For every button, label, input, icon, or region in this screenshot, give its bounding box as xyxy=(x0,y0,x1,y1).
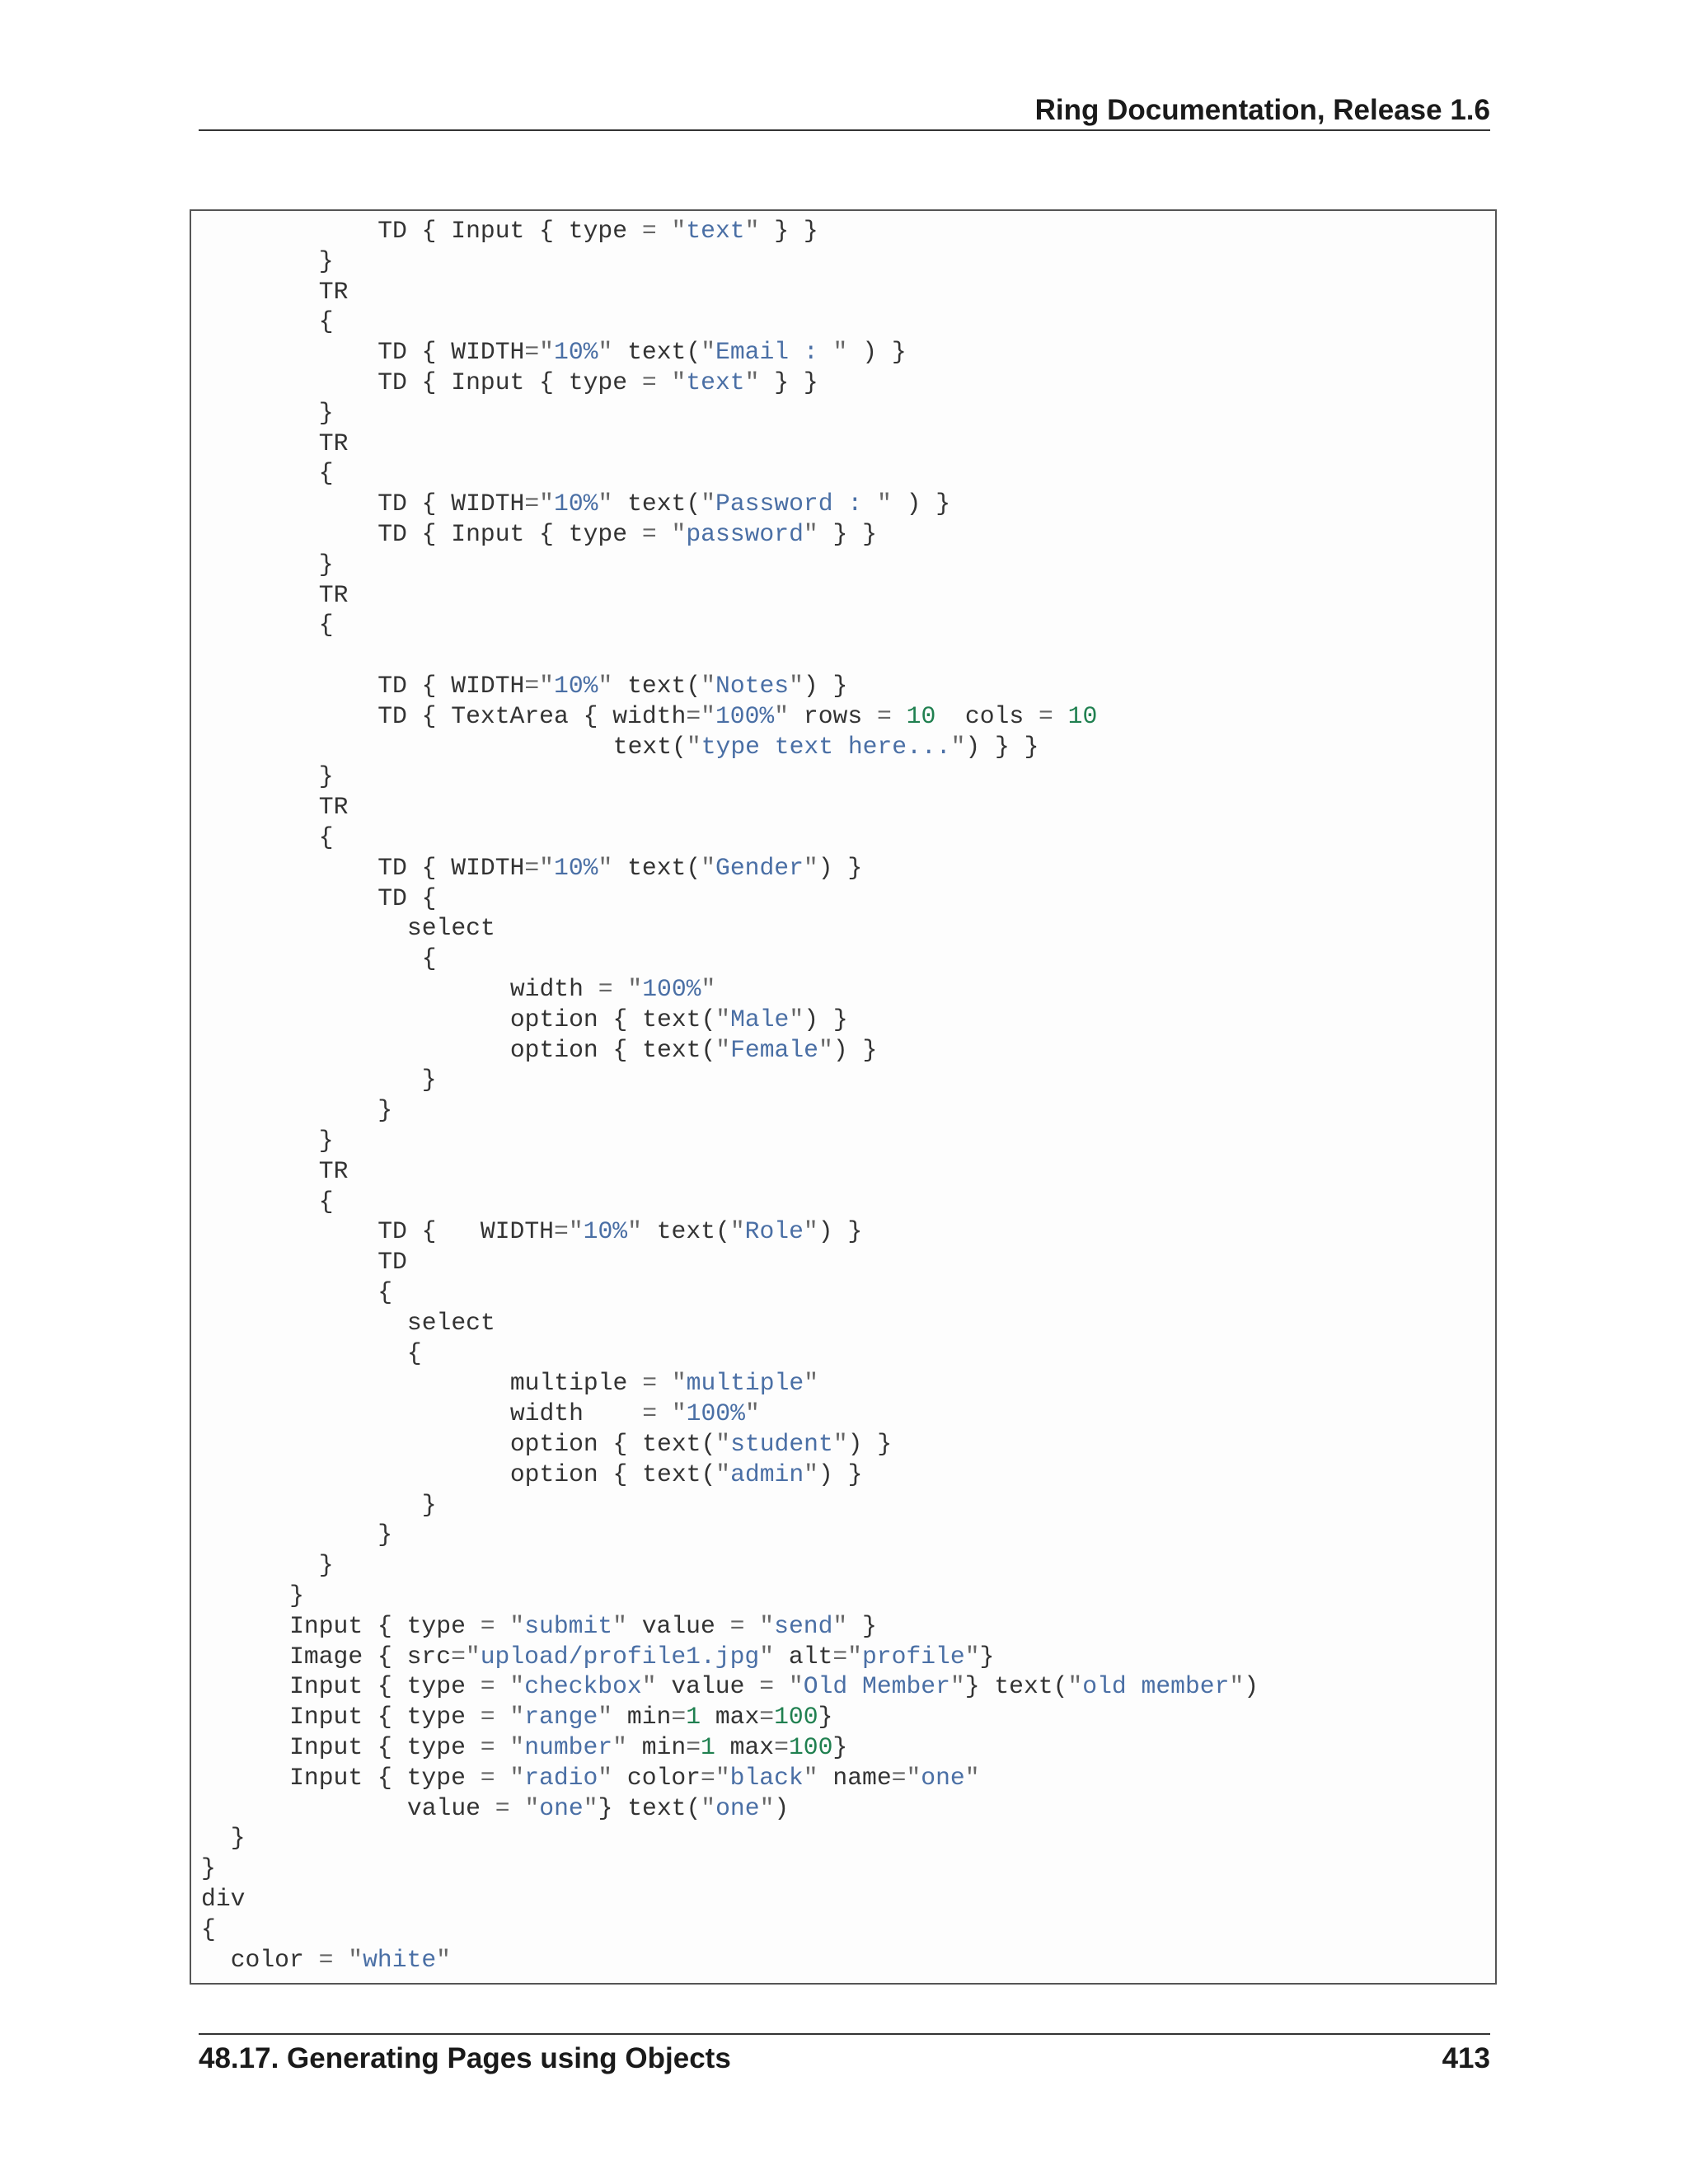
code-line: } xyxy=(318,550,334,579)
page-number: 413 xyxy=(1442,2042,1490,2074)
code-line: Input { type = "submit" value = "send" } xyxy=(289,1611,877,1640)
footer-section-title: 48.17. Generating Pages using Objects xyxy=(199,2042,731,2074)
code-line: select xyxy=(406,914,495,943)
code-line: Image { src="upload/profile1.jpg" alt="profile"} xyxy=(289,1642,995,1671)
code-line: { xyxy=(406,1338,422,1367)
code-line: { xyxy=(377,1278,393,1306)
code-line: } xyxy=(421,1066,437,1094)
code-line: TR xyxy=(318,1156,349,1185)
code-line: { xyxy=(318,459,334,488)
code-line: Input { type = "checkbox" value = "Old Member"} text("old member") xyxy=(289,1672,1259,1701)
code-line: } xyxy=(289,1582,304,1610)
code-line: } xyxy=(377,1096,393,1125)
code-line: color = "white" xyxy=(230,1945,451,1974)
code-line: { xyxy=(318,1187,334,1216)
code-line: } xyxy=(318,246,334,275)
code-line: TD { Input { type = "text" } } xyxy=(377,368,818,396)
code-block xyxy=(190,209,1497,1985)
header-rule xyxy=(199,129,1490,131)
code-line: TD { TextArea { width="100%" rows = 10 cols = 10 xyxy=(377,701,1098,730)
code-line: TD { Input { type = "text" } } xyxy=(377,217,818,245)
code-line: option { text("Female") } xyxy=(509,1035,878,1064)
code-line: } xyxy=(421,1490,437,1519)
code-line: TR xyxy=(318,793,349,822)
code-line: } xyxy=(318,1551,334,1580)
code-line: TD { WIDTH="10%" text("Role") } xyxy=(377,1217,863,1246)
code-line: { xyxy=(318,307,334,336)
code-line: Input { type = "range" min=1 max=100} xyxy=(289,1703,833,1732)
code-line: { xyxy=(421,944,437,973)
code-line: } xyxy=(377,1521,393,1549)
code-line: value = "one"} text("one") xyxy=(406,1793,790,1822)
code-line: div xyxy=(201,1885,246,1913)
code-line: TD { WIDTH="10%" text("Notes") } xyxy=(377,672,848,700)
code-line: } xyxy=(318,762,334,791)
code-line: select xyxy=(406,1308,495,1337)
code-line: TD { WIDTH="10%" text("Gender") } xyxy=(377,853,863,882)
code-line: width = "100%" xyxy=(509,975,716,1003)
code-line: } xyxy=(230,1824,246,1853)
code-line: { xyxy=(201,1915,216,1943)
code-line: TD { Input { type = "password" } } xyxy=(377,520,877,548)
code-line: multiple = "multiple" xyxy=(509,1369,819,1398)
code-line: } xyxy=(201,1854,216,1883)
running-header: Ring Documentation, Release 1.6 xyxy=(1034,94,1490,126)
code-line: option { text("Male") } xyxy=(509,1005,848,1033)
code-line: { xyxy=(318,611,334,640)
code-line: option { text("admin") } xyxy=(509,1460,863,1488)
footer-rule xyxy=(199,2033,1490,2035)
code-line: TD xyxy=(377,1248,407,1277)
code-line: Input { type = "number" min=1 max=100} xyxy=(289,1733,848,1761)
code-line: TR xyxy=(318,580,349,609)
code-line: TD { xyxy=(377,883,437,912)
code-line: } xyxy=(318,1127,334,1155)
code-line: TD { WIDTH="10%" text("Password : " ) } xyxy=(377,490,951,518)
code-line: TR xyxy=(318,277,349,306)
code-line: { xyxy=(318,823,334,851)
code-line: option { text("student") } xyxy=(509,1430,893,1458)
code-line: width = "100%" xyxy=(509,1399,760,1428)
code-line: Input { type = "radio" color="black" name="one" xyxy=(289,1763,980,1792)
code-line: text("type text here...") } } xyxy=(612,732,1039,761)
code-line: TR xyxy=(318,429,349,457)
code-line: } xyxy=(318,398,334,427)
code-line: TD { WIDTH="10%" text("Email : " ) } xyxy=(377,338,907,367)
